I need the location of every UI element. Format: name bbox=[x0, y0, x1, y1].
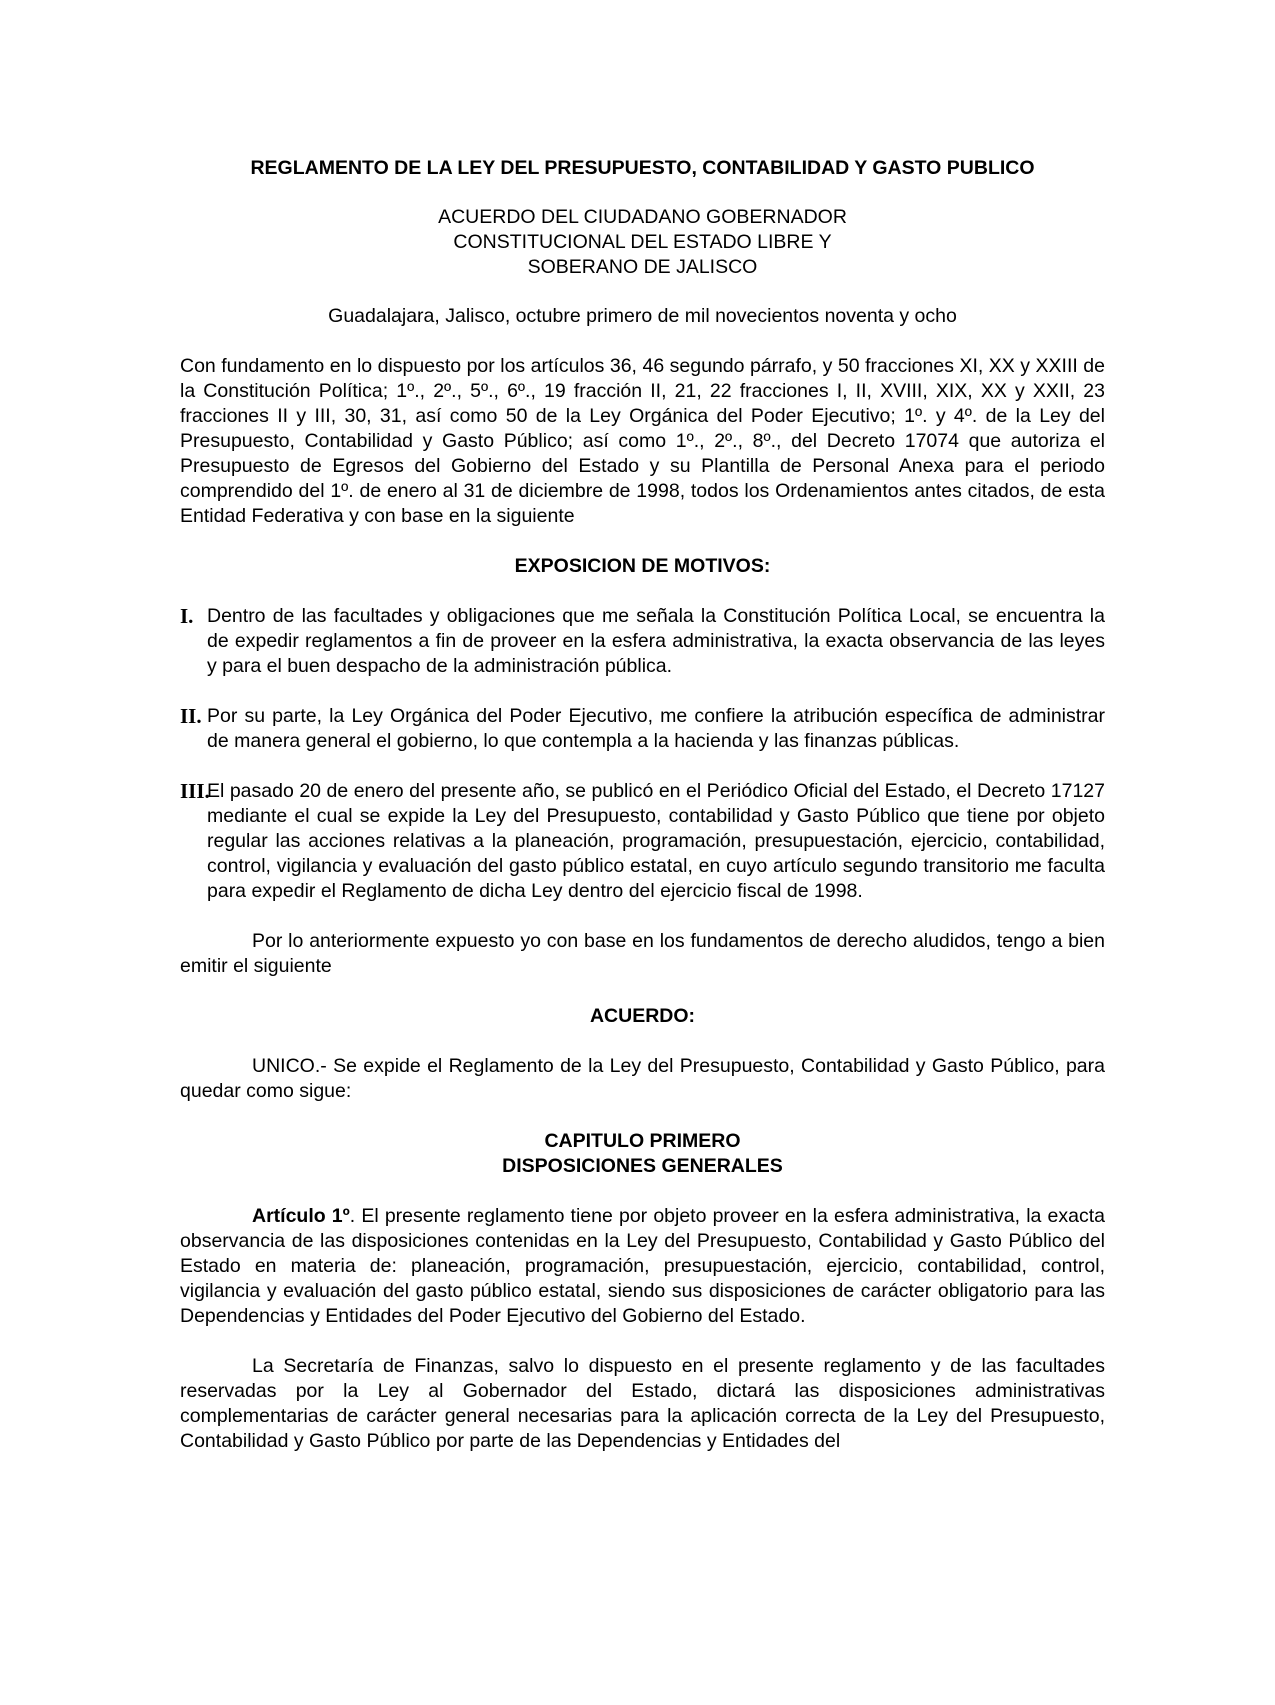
motive-number: III. bbox=[180, 779, 210, 803]
closing-motives-paragraph: Por lo anteriormente expuesto yo con base en los fundamentos de derecho aludidos, tengo a bien emitir el siguiente bbox=[180, 930, 1105, 977]
motive-number: II. bbox=[180, 704, 202, 728]
chapter-heading bbox=[180, 1129, 1105, 1179]
unico-paragraph: UNICO.- Se expide el Reglamento de la Ley del Presupuesto, Contabilidad y Gasto Público, para quedar como sigue: bbox=[180, 1055, 1105, 1102]
motive-item bbox=[180, 779, 1105, 904]
document-title: REGLAMENTO DE LA LEY DEL PRESUPUESTO, CONTABILIDAD Y GASTO PUBLICO bbox=[250, 157, 1035, 179]
date-line: Guadalajara, Jalisco, octubre primero de mil novecientos noventa y ocho bbox=[328, 305, 957, 327]
motive-item bbox=[180, 604, 1105, 679]
article-label: Artículo 1º bbox=[252, 1205, 350, 1227]
motive-text: Por su parte, la Ley Orgánica del Poder Ejecutivo, me confiere la atribución específica de administrar de manera general el gobierno, lo que contempla a la hacienda y las finanzas públicas. bbox=[207, 705, 1105, 752]
chapter-subtitle: DISPOSICIONES GENERALES bbox=[502, 1155, 783, 1177]
document-body bbox=[180, 156, 1105, 1454]
motive-number: I. bbox=[180, 604, 194, 628]
subtitle-line: SOBERANO DE JALISCO bbox=[527, 256, 758, 278]
motive-item bbox=[180, 704, 1105, 754]
article-1-paragraph bbox=[180, 1204, 1105, 1329]
motive-text: Dentro de las facultades y obligaciones que me señala la Constitución Política Local, se encuentra la de expedir reglamentos a fin de proveer en la esfera administrativa, la exacta observancia de las leyes y para el buen despacho de la administración pública. bbox=[207, 605, 1105, 677]
motives-heading: EXPOSICION DE MOTIVOS: bbox=[514, 555, 771, 577]
subtitle-line: ACUERDO DEL CIUDADANO GOBERNADOR bbox=[438, 206, 847, 228]
motive-text: El pasado 20 de enero del presente año, se publicó en el Periódico Oficial del Estado, el Decreto 17127 mediante el cual se expide la Ley del Presupuesto, contabilidad y Gasto Público que tiene por objeto regular las acciones relativas a la planeación, programación, presupuestación, ejercicio, contabilidad, control, vigilancia y evaluación del gasto público estatal, en cuyo artículo segundo transitorio me faculta para expedir el Reglamento de dicha Ley dentro del ejercicio fiscal de 1998. bbox=[207, 780, 1105, 902]
agreement-subtitle bbox=[180, 205, 1105, 280]
article-1-second-paragraph: La Secretaría de Finanzas, salvo lo dispuesto en el presente reglamento y de las facultades reservadas por la Ley al Gobernador del Estado, dictará las disposiciones administrativas complementarias de carácter general necesarias para la aplicación correcta de la Ley del Presupuesto, Contabilidad y Gasto Público por parte de las Dependencias y Entidades del bbox=[180, 1355, 1105, 1452]
subtitle-line: CONSTITUCIONAL DEL ESTADO LIBRE Y bbox=[453, 231, 832, 253]
intro-paragraph: Con fundamento en lo dispuesto por los artículos 36, 46 segundo párrafo, y 50 fracciones XI, XX y XXIII de la Constitución Política; 1º., 2º., 5º., 6º., 19 fracción II, 21, 22 fracciones I, II, XVIII, XIX, XX y XXII, 23 fracciones II y III, 30, 31, así como 50 de la Ley Orgánica del Poder Ejecutivo; 1º. y 4º. de la Ley del Presupuesto, Contabilidad y Gasto Público; así como 1º., 2º., 8º., del Decreto 17074 que autoriza el Presupuesto de Egresos del Gobierno del Estado y su Plantilla de Personal Anexa para el periodo comprendido del 1º. de enero al 31 de diciembre de 1998, todos los Ordenamientos antes citados, de esta Entidad Federativa y con base en la siguiente bbox=[180, 355, 1105, 527]
chapter-title: CAPITULO PRIMERO bbox=[544, 1130, 741, 1152]
agreement-heading: ACUERDO: bbox=[589, 1005, 696, 1027]
article-text: . El presente reglamento tiene por objeto proveer en la esfera administrativa, la exacta observancia de las disposiciones contenidas en la Ley del Presupuesto, Contabilidad y Gasto Público del Estado en materia de: planeación, programación, presupuestación, ejercicio, contabilidad, control, vigilancia y evaluación del gasto público estatal, siendo sus disposiciones de carácter obligatorio para las Dependencias y Entidades del Poder Ejecutivo del Gobierno del Estado. bbox=[180, 1205, 1105, 1327]
